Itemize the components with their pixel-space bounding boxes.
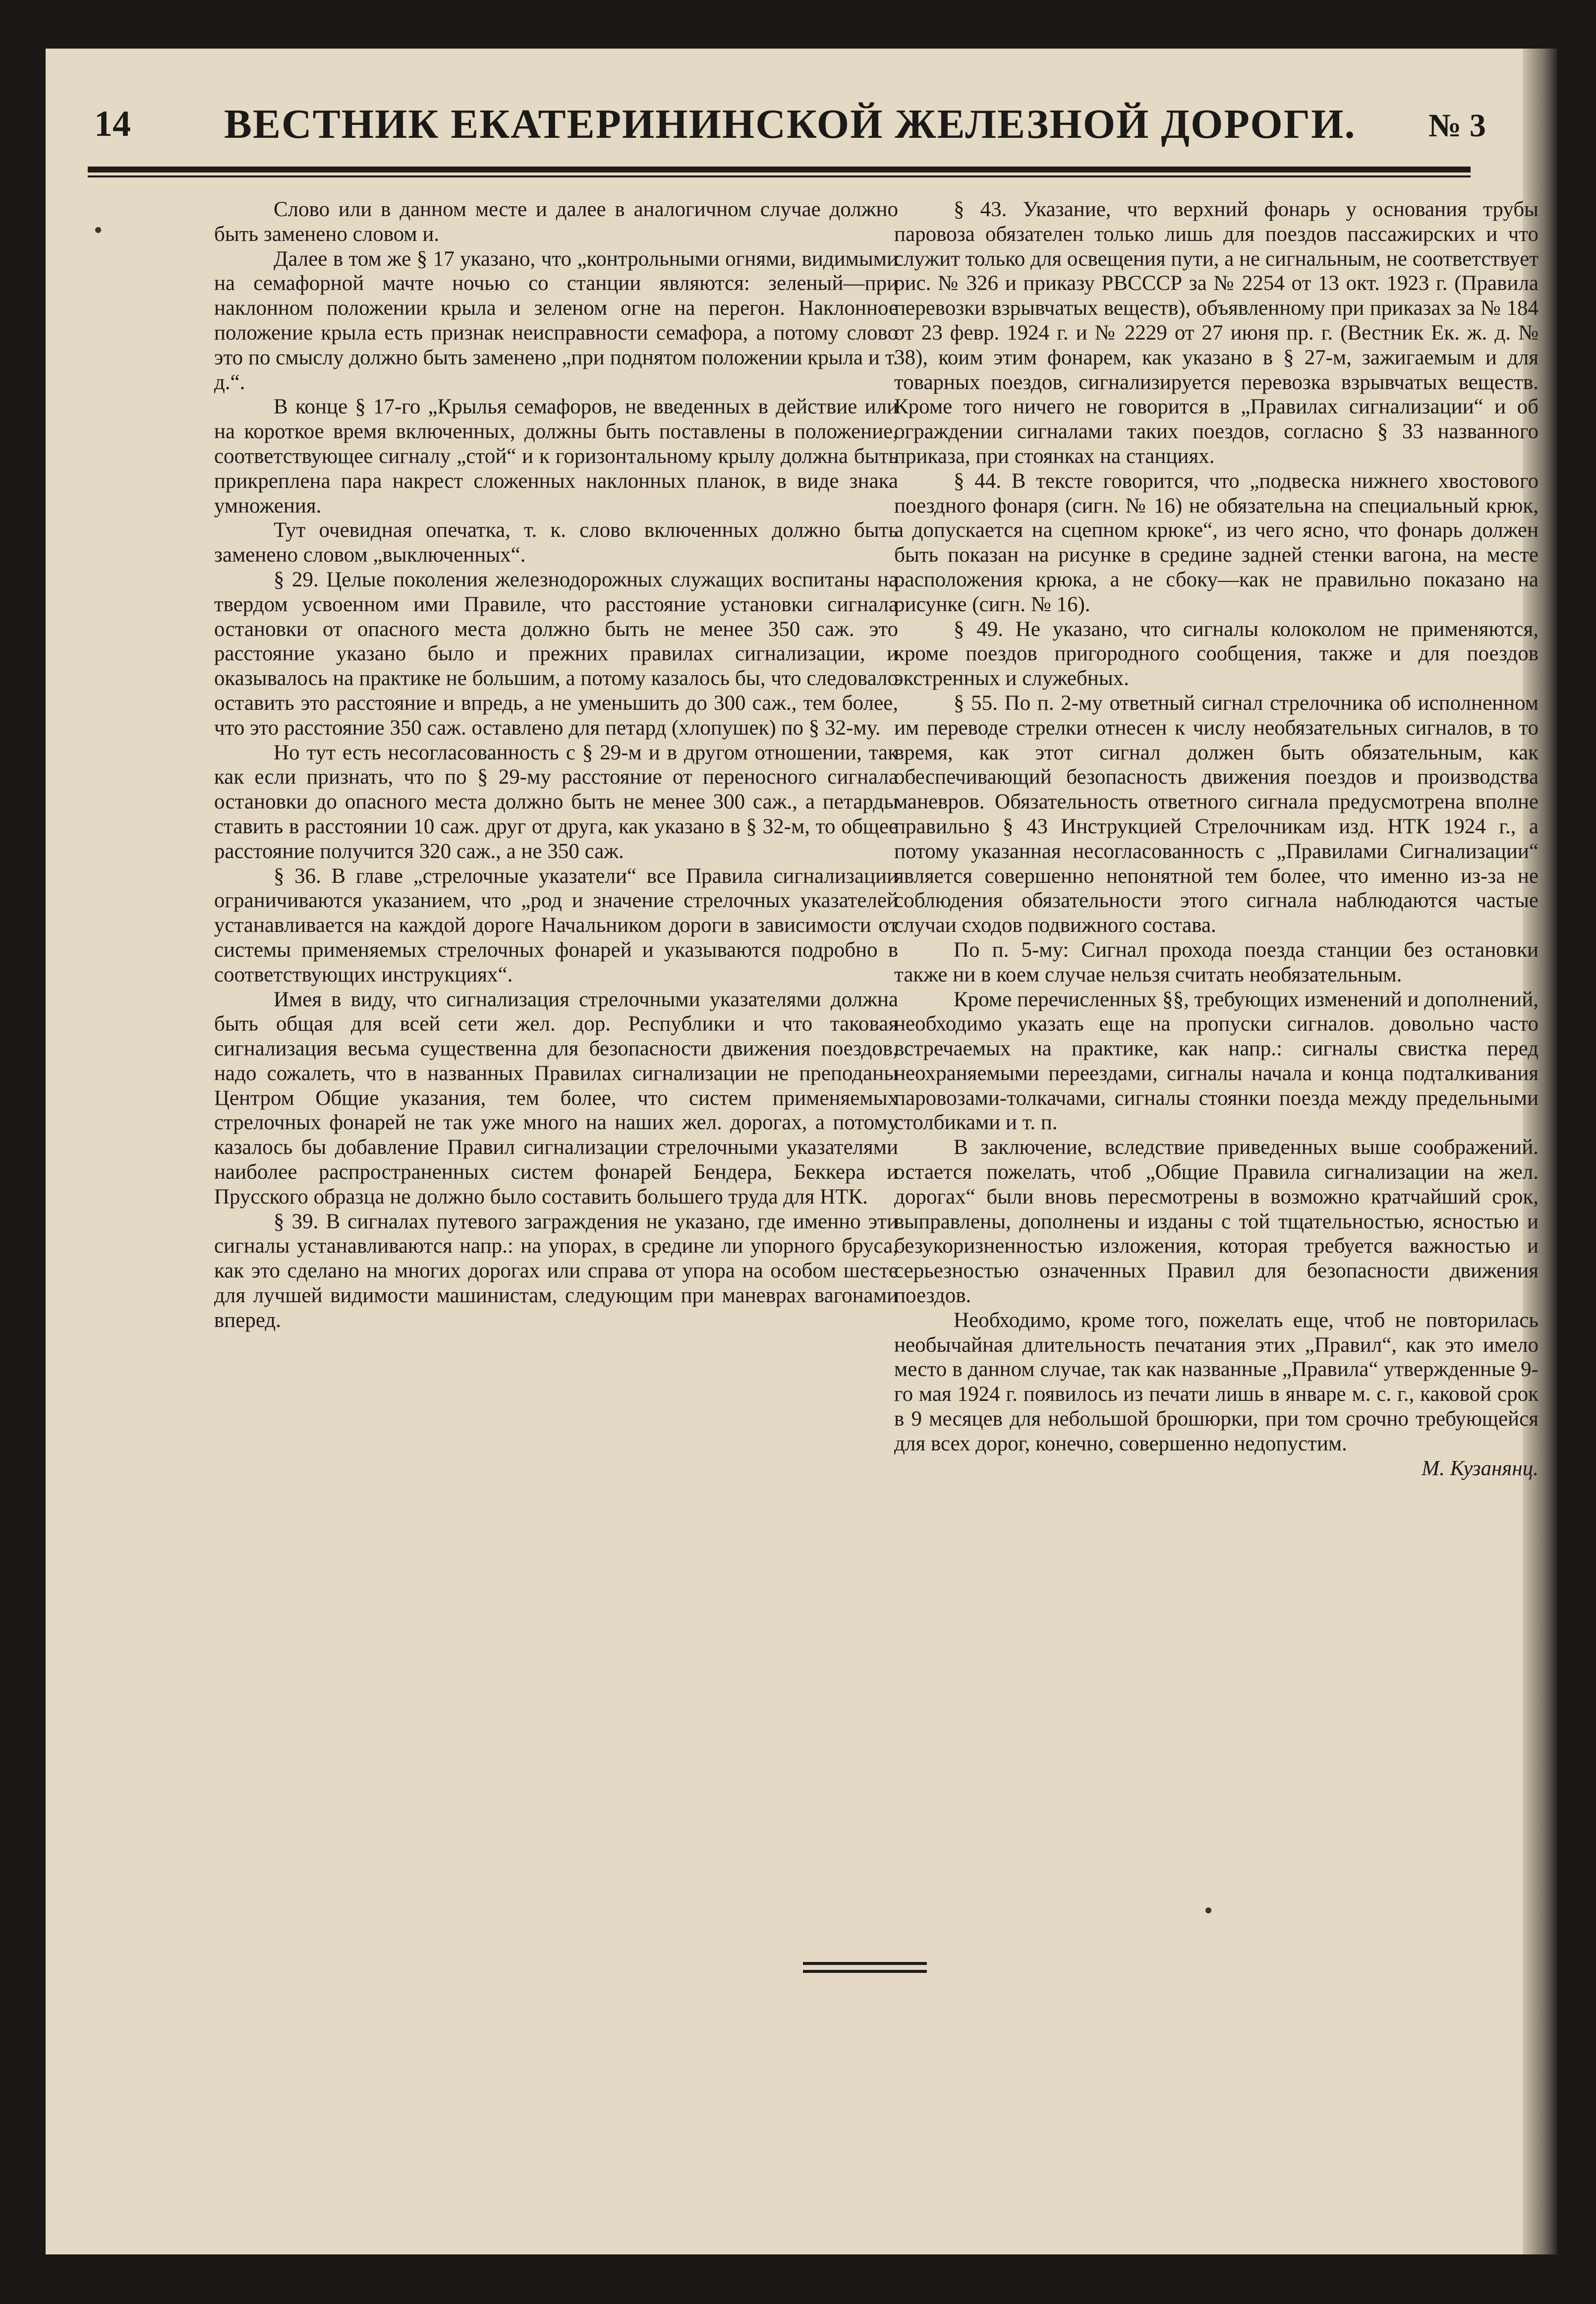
- left-column: [214, 197, 898, 1333]
- paragraph: Далее в том же § 17 указано, что „контрольными огнями, видимыми на семафорной мачте ночью со станции являются: зеленый—при наклонном положении крыла и зеленом огне на перегон. Наклонное положение крыла есть признак неисправности семафора, а потому слово это по смыслу должно быть заменено „при поднятом положении крыла и т. д.“.: [214, 247, 898, 394]
- paragraph: Но тут есть несогласованность с § 29-м и в другом отношении, так как если признать, что по § 29-му расстояние от переносного сигнала остановки до опасного места должно быть не менее 300 саж., а петарды ставить в расстоянии 10 саж. друг от друга, как указано в § 32-м, то общее расстояние получится 320 саж., а не 350 саж.: [214, 741, 898, 863]
- header-rule: [88, 167, 1471, 173]
- right-column: [894, 197, 1539, 1481]
- paragraph: § 55. По п. 2-му ответный сигнал стрелочника об исполненном им переводе стрелки отнесен к числу необязательных сигналов, в то время, как этот сигнал должен быть обязательным, как обеспечивающий безопасность движения поездов и производства маневров. Обязательность ответного сигнала предусмотрена вполне правильно § 43 Инструкцией Стрелочникам изд. НТК 1924 г., а потому указанная несогласованность с „Правилами Сигнализации“ является совершенно непонятной тем более, что именно из-за не соблюдения обязательности этого сигнала наблюдаются частые случаи сходов подвижного состава.: [894, 691, 1539, 937]
- journal-title: ВЕСТНИК ЕКАТЕРИНИНСКОЙ ЖЕЛЕЗНОЙ ДОРОГИ.: [224, 101, 1356, 147]
- paper-speck: [1205, 1907, 1211, 1913]
- paragraph: Тут очевидная опечатка, т. к. слово включенных должно быть заменено словом „выключенных“.: [214, 518, 898, 567]
- paragraph: В конце § 17-го „Крылья семафоров, не введенных в действие или на короткое время включенных, должны быть поставлены в положение, соответствующее сигналу „стой“ и к горизонтальному крылу должна быть прикреплена пара накрест сложенных наклонных планок, в виде знака умножения.: [214, 395, 898, 518]
- paragraph: Кроме перечисленных §§, требующих изменений и дополнений, необходимо указать еще на пропуски сигналов. довольно часто встречаемых на практике, как напр.: сигналы свистка перед неохраняемыми переездами, сигналы начала и конца подталкивания паровозами-толкачами, сигналы стоянки поезда между предельными столбиками и т. п.: [894, 987, 1539, 1135]
- paragraph: Необходимо, кроме того, пожелать еще, чтоб не повторилась необычайная длительность печатания этих „Правил“, как это имело место в данном случае, так как названные „Правила“ утвержденные 9-го мая 1924 г. появилось из печати лишь в январе м. с. г., каковой срок в 9 месяцев для небольшой брошюрки, при том срочно требующейся для всех дорог, конечно, совершенно недопустим.: [894, 1308, 1539, 1455]
- paragraph: § 29. Целые поколения железнодорожных служащих воспитаны на твердом усвоенном ими Правиле, что расстояние установки сигнала остановки от опасного места должно быть не менее 350 саж. это расстояние указано было и прежних правилах сигнализации, и оказывалось на практике не большим, а потому казалось бы, что следовало оставить это расстояние и впредь, а не уменьшить до 300 саж., тем более, что это расстояние 350 саж. оставлено для петард (хлопушек) по § 32-му.: [214, 568, 898, 740]
- end-rule: [803, 1962, 927, 1965]
- paragraph: По п. 5-му: Сигнал прохода поезда станции без остановки также ни в коем случае нельзя считать необязательным.: [894, 938, 1539, 986]
- header-rule-thin: [88, 175, 1471, 177]
- paragraph: § 39. В сигналах путевого заграждения не указано, где именно эти сигналы устанавливаются напр.: на упорах, в средине ли упорного бруса, как это сделано на многих дорогах или справа от упора на особом шесте для лучшей видимости машинистам, следующим при маневрах вагонами вперед.: [214, 1210, 898, 1332]
- paragraph: § 43. Указание, что верхний фонарь у основания трубы паровоза обязателен только лишь для поездов пассажирских и что служит только для освещения пути, а не сигнальным, не соответствует рис. № 326 и приказу РВСССР за № 2254 от 13 окт. 1923 г. (Правила перевозки взрывчатых веществ), объявленному при приказах за № 184 от 23 февр. 1924 г. и № 2229 от 27 июня пр. г. (Вестник Ек. ж. д. № 38), коим этим фонарем, как указано в § 27-м, зажигаемым и для товарных поездов, сигнализируется перевозка взрывчатых веществ. Кроме того ничего не говорится в „Правилах сигнализации“ и об ограждении сигналами таких поездов, согласно § 33 названного приказа, при стоянках на станциях.: [894, 198, 1539, 468]
- paragraph: § 36. В главе „стрелочные указатели“ все Правила сигнализации ограничиваются указанием, что „род и значение стрелочных указателей устанавливается на каждой дороге Начальником дороги в зависимости от системы применяемых стрелочных фонарей и указываются подробно в соответствующих инструкциях“.: [214, 864, 898, 986]
- newspaper-page: [46, 49, 1557, 2254]
- paper-speck: [95, 227, 101, 233]
- paragraph: § 49. Не указано, что сигналы колоколом не применяются, кроме поездов пригородного сообщения, также и для поездов экстренных и служебных.: [894, 617, 1539, 691]
- issue-number: № 3: [1428, 108, 1486, 144]
- paragraph: § 44. В тексте говорится, что „подвеска нижнего хвостового поездного фонаря (сигн. № 16) не обязательна на специальный крюк, а допускается на сцепном крюке“, из чего ясно, что фонарь должен быть показан на рисунке в средине задней стенки вагона, на месте расположения крюка, а не сбоку—как не правильно показано на рисунке (сигн. № 16).: [894, 469, 1539, 616]
- paragraph: Слово или в данном месте и далее в аналогичном случае должно быть заменено словом и.: [214, 198, 898, 246]
- paragraph: Имея в виду, что сигнализация стрелочными указателями должна быть общая для всей сети жел. дор. Республики и что таковая сигнализация весьма существенна для безопасности движения поездов, надо сожалеть, что в названных Правилах сигнализации не преподаны Центром Общие указания, тем более, что систем применяемых стрелочных фонарей не так уже много на наших жел. дорогах, а потому казалось бы добавление Правил сигнализации стрелочными указателями наиболее распространенных систем фонарей Бендера, Беккера и Прусского образца не должно было составить большего труда для НТК.: [214, 987, 898, 1209]
- author-signature: М. Кузанянц.: [1422, 1456, 1539, 1480]
- paragraph: В заключение, вследствие приведенных выше соображений. остается пожелать, чтоб „Общие Правила сигнализации на жел. дорогах“ были вновь пересмотрены в возможно кратчайший срок, выправлены, дополнены и изданы с той тщательностью, ясностью и безукоризненностью изложения, которая требуется важностью и серьезностью означенных Правил для безопасности движения поездов.: [894, 1136, 1539, 1308]
- page-number: 14: [94, 104, 131, 144]
- end-rule-second: [803, 1970, 927, 1973]
